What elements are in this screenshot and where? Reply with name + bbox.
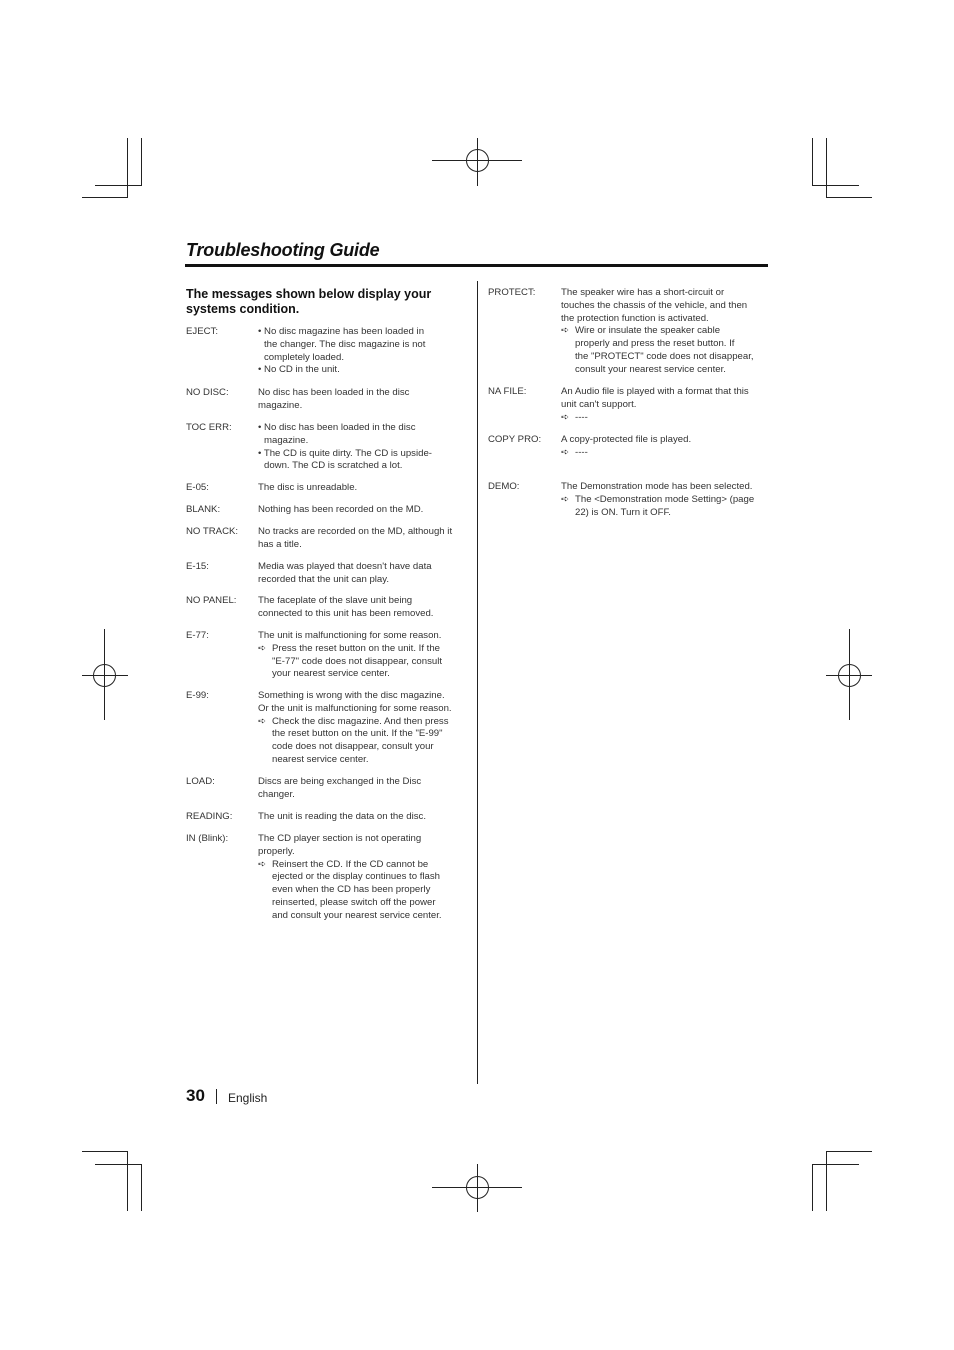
title-rule xyxy=(185,264,768,267)
message-code: DEMO: xyxy=(488,481,520,492)
message-code: COPY PRO: xyxy=(488,434,542,445)
page-number: 30 xyxy=(186,1086,205,1105)
message-description: • No disc magazine has been loaded in the changer. The disc magazine is not completely loaded. • No CD in the unit. xyxy=(258,326,426,376)
message-code: E-99: xyxy=(186,690,209,701)
message-description: The disc is unreadable. xyxy=(258,482,358,493)
message-code: E-15: xyxy=(186,561,209,572)
message-code: TOC ERR: xyxy=(186,422,232,433)
arrow-right-icon: ➪ xyxy=(561,493,570,505)
page-language: English xyxy=(228,1091,268,1105)
message-description: Nothing has been recorded on the MD. xyxy=(258,504,424,515)
column-divider xyxy=(477,281,478,1084)
message-code: NO PANEL: xyxy=(186,595,237,606)
message-code: NO TRACK: xyxy=(186,526,239,537)
message-description: The faceplate of the slave unit being connected to this unit has been removed. xyxy=(258,595,434,619)
message-code: E-77: xyxy=(186,630,209,641)
message-code: NA FILE: xyxy=(488,386,527,397)
message-description: The Demonstration mode has been selected. ➪ The <Demonstration mode Setting> (page 22) is ON. Turn it OFF. xyxy=(561,481,755,518)
message-description: The speaker wire has a short-circuit or touches the chassis of the vehicle, and then the protection function is activated. ➪ Wire or insulate the speaker cable properly and press the reset button. If the "PROTECT" code does not disappear, consult your nearest service center. xyxy=(561,287,754,375)
message-code: READING: xyxy=(186,811,233,822)
message-code: LOAD: xyxy=(186,776,215,787)
message-description: The CD player section is not operating properly. ➪ Reinsert the CD. If the CD cannot be ejected or the display continues to flash even when the CD has been properly reinserted, please switch off the power and consult your nearest service center. xyxy=(258,833,442,921)
section-heading: The messages shown below display your systems condition. xyxy=(186,287,432,316)
message-description: The unit is reading the data on the disc. xyxy=(258,811,426,822)
arrow-right-icon: ➪ xyxy=(258,642,267,654)
message-description: The unit is malfunctioning for some reason. ➪ Press the reset button on the unit. If the "E-77" code does not disappear, consult your nearest service center. xyxy=(258,630,443,680)
message-description: Something is wrong with the disc magazine. Or the unit is malfunctioning for some reason. ➪ Check the disc magazine. And then press the reset button on the unit. If the "E-99" code does not disappear, consult your nearest service center. xyxy=(258,690,452,765)
message-description: Media was played that doesn't have data recorded that the unit can play. xyxy=(258,561,432,585)
message-code: PROTECT: xyxy=(488,287,536,298)
message-code: BLANK: xyxy=(186,504,221,515)
message-code: EJECT: xyxy=(186,326,218,337)
message-description: • No disc has been loaded in the disc magazine. • The CD is quite dirty. The CD is upside- down. The CD is scratched a lot. xyxy=(258,422,432,472)
arrow-right-icon: ➪ xyxy=(258,858,267,870)
footer-divider xyxy=(216,1089,217,1104)
arrow-right-icon: ➪ xyxy=(561,325,570,337)
arrow-right-icon: ➪ xyxy=(561,411,570,423)
message-code: IN (Blink): xyxy=(186,833,229,844)
message-description: A copy-protected file is played. ➪ ---- xyxy=(561,434,692,458)
arrow-right-icon: ➪ xyxy=(258,715,267,727)
message-description: Discs are being exchanged in the Disc changer. xyxy=(258,776,422,800)
message-code: NO DISC: xyxy=(186,387,229,398)
message-description: An Audio file is played with a format that this unit can't support. ➪ ---- xyxy=(561,386,749,423)
message-code: E-05: xyxy=(186,482,209,493)
message-description: No tracks are recorded on the MD, although it has a title. xyxy=(258,526,453,550)
page-title: Troubleshooting Guide xyxy=(186,240,380,260)
message-description: No disc has been loaded in the disc magazine. xyxy=(258,387,410,411)
arrow-right-icon: ➪ xyxy=(561,446,570,458)
